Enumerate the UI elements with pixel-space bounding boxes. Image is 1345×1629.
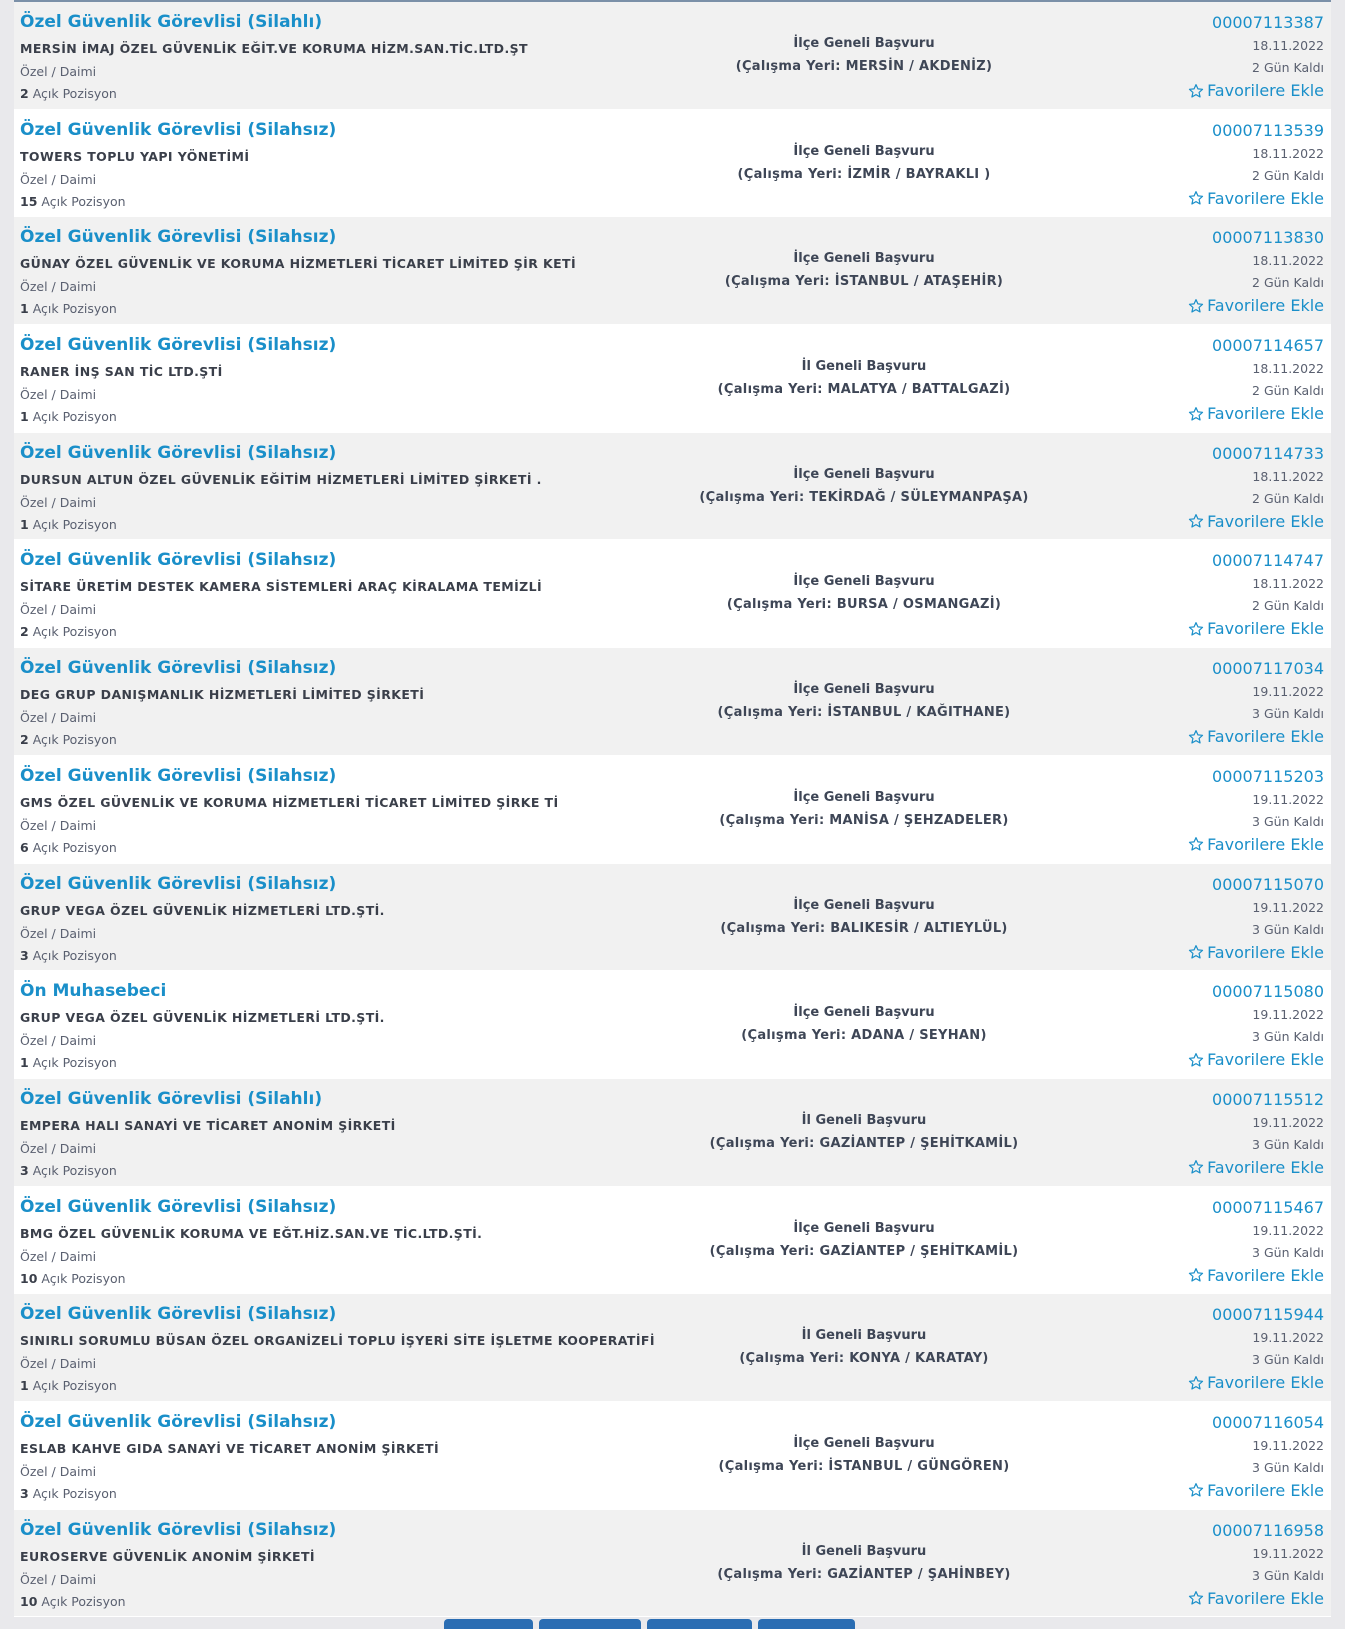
days-left: 2 Gün Kaldı: [1252, 383, 1324, 399]
add-to-favorites-button[interactable]: [1188, 1481, 1324, 1500]
company-name: BMG ÖZEL GÜVENLİK KORUMA VE EĞT.HİZ.SAN.VE TİC.LTD.ŞTİ.: [20, 1225, 483, 1241]
employment-type: Özel / Daimi: [20, 1140, 97, 1156]
workplace-location: (Çalışma Yeri: GAZİANTEP / ŞAHİNBEY): [717, 1566, 1011, 1582]
add-to-favorites-button[interactable]: [1188, 943, 1324, 962]
company-name: EUROSERVE GÜVENLİK ANONİM ŞİRKETİ: [20, 1548, 315, 1564]
listing-number-link[interactable]: 00007113539: [1212, 120, 1324, 140]
open-positions-label: Açık Pozisyon: [32, 947, 117, 963]
job-listing-row: [14, 864, 1331, 972]
open-positions-count: 10: [20, 1270, 38, 1286]
add-to-favorites-button[interactable]: [1188, 296, 1324, 315]
application-scope: İlçe Geneli Başvuru: [793, 897, 935, 913]
listing-date: 18.11.2022: [1252, 145, 1324, 161]
star-outline-icon: [1188, 406, 1204, 422]
open-positions-label: Açık Pozisyon: [32, 839, 117, 855]
listing-number-link[interactable]: 00007115944: [1212, 1305, 1324, 1325]
job-listing-row: [14, 1187, 1331, 1295]
company-name: GRUP VEGA ÖZEL GÜVENLİK HİZMETLERİ LTD.ŞTİ.: [20, 1010, 385, 1026]
listing-date: 18.11.2022: [1252, 468, 1324, 484]
open-positions-label: Açık Pozisyon: [32, 732, 117, 748]
job-title-link[interactable]: Özel Güvenlik Görevlisi (Silahsız): [20, 227, 337, 248]
job-title-link[interactable]: Özel Güvenlik Görevlisi (Silahlı): [20, 1088, 323, 1109]
add-to-favorites-button[interactable]: [1188, 1158, 1324, 1177]
listing-number-link[interactable]: 00007113830: [1212, 228, 1324, 248]
company-name: GMS ÖZEL GÜVENLİK VE KORUMA HİZMETLERİ TİCARET LİMİTED ŞİRKE Tİ: [20, 794, 559, 810]
open-positions-count: 2: [20, 86, 29, 101]
pagination-button[interactable]: [539, 1619, 641, 1629]
company-name: GRUP VEGA ÖZEL GÜVENLİK HİZMETLERİ LTD.ŞTİ.: [20, 902, 385, 918]
days-left: 3 Gün Kaldı: [1252, 706, 1324, 722]
add-to-favorites-button[interactable]: [1188, 404, 1324, 423]
job-title-link[interactable]: Özel Güvenlik Görevlisi (Silahsız): [20, 1411, 337, 1432]
days-left: 2 Gün Kaldı: [1252, 598, 1324, 614]
open-positions: [20, 1378, 117, 1393]
add-to-favorites-button[interactable]: [1188, 1266, 1324, 1285]
workplace-location: (Çalışma Yeri: KONYA / KARATAY): [739, 1351, 989, 1367]
listing-date: 19.11.2022: [1252, 899, 1324, 915]
listing-date: 19.11.2022: [1252, 684, 1324, 700]
add-to-favorites-label: Favorilere Ekle: [1207, 1265, 1324, 1285]
employment-type: Özel / Daimi: [20, 1033, 97, 1049]
listing-number-link[interactable]: 00007114733: [1212, 443, 1324, 463]
pagination-button[interactable]: [647, 1619, 752, 1629]
add-to-favorites-button[interactable]: [1188, 189, 1324, 208]
open-positions: [20, 1271, 126, 1286]
company-name: SİTARE ÜRETİM DESTEK KAMERA SİSTEMLERİ ARAÇ KİRALAMA TEMİZLİ: [20, 579, 543, 595]
employment-type: Özel / Daimi: [20, 1463, 97, 1479]
days-left: 3 Gün Kaldı: [1252, 921, 1324, 937]
application-scope: İlçe Geneli Başvuru: [793, 1435, 935, 1451]
star-outline-icon: [1188, 621, 1204, 637]
job-title-link[interactable]: Özel Güvenlik Görevlisi (Silahsız): [20, 1304, 337, 1325]
employment-type: Özel / Daimi: [20, 279, 97, 295]
listing-date: 18.11.2022: [1252, 576, 1324, 592]
company-name: EMPERA HALI SANAYİ VE TİCARET ANONİM ŞİRKETİ: [20, 1117, 396, 1133]
add-to-favorites-button[interactable]: [1188, 1589, 1324, 1608]
employment-type: Özel / Daimi: [20, 817, 97, 833]
employment-type: Özel / Daimi: [20, 1356, 97, 1372]
open-positions-label: Açık Pozisyon: [41, 193, 126, 209]
job-title-link[interactable]: Özel Güvenlik Görevlisi (Silahsız): [20, 442, 337, 463]
open-positions-label: Açık Pozisyon: [32, 516, 117, 532]
days-left: 3 Gün Kaldı: [1252, 813, 1324, 829]
star-outline-icon: [1188, 944, 1204, 960]
open-positions-label: Açık Pozisyon: [32, 1055, 117, 1071]
open-positions-label: Açık Pozisyon: [32, 409, 117, 425]
open-positions: [20, 301, 117, 316]
application-scope: İlçe Geneli Başvuru: [793, 789, 935, 805]
add-to-favorites-label: Favorilere Ekle: [1207, 942, 1324, 962]
open-positions: [20, 1163, 117, 1178]
star-outline-icon: [1188, 513, 1204, 529]
open-positions: [20, 732, 117, 747]
job-listing-row: [14, 1294, 1331, 1402]
job-listing-row: [14, 325, 1331, 433]
listing-number-link[interactable]: 00007115080: [1212, 982, 1324, 1002]
employment-type: Özel / Daimi: [20, 602, 97, 618]
job-listing-row: [14, 1510, 1331, 1618]
company-name: DURSUN ALTUN ÖZEL GÜVENLİK EĞİTİM HİZMETLERİ LİMİTED ŞİRKETİ .: [20, 471, 542, 487]
workplace-location: (Çalışma Yeri: İZMİR / BAYRAKLI ): [737, 166, 991, 182]
job-title-link[interactable]: Özel Güvenlik Görevlisi (Silahsız): [20, 765, 337, 786]
employment-type: Özel / Daimi: [20, 387, 97, 403]
open-positions: [20, 194, 126, 209]
days-left: 3 Gün Kaldı: [1252, 1459, 1324, 1475]
open-positions-count: 15: [20, 193, 38, 209]
listing-date: 19.11.2022: [1252, 1007, 1324, 1023]
employment-type: Özel / Daimi: [20, 64, 97, 79]
star-outline-icon: [1188, 190, 1204, 206]
job-title-link[interactable]: Özel Güvenlik Görevlisi (Silahsız): [20, 1519, 337, 1540]
application-scope: İl Geneli Başvuru: [801, 1112, 927, 1128]
listing-date: 19.11.2022: [1252, 1437, 1324, 1453]
open-positions-count: 1: [20, 516, 29, 532]
job-listing-row: [14, 648, 1331, 756]
open-positions-count: 2: [20, 732, 29, 748]
job-title-link[interactable]: Özel Güvenlik Görevlisi (Silahsız): [20, 873, 337, 894]
open-positions-label: Açık Pozisyon: [32, 301, 117, 317]
open-positions-label: Açık Pozisyon: [32, 1485, 117, 1501]
open-positions-count: 3: [20, 1485, 29, 1501]
listing-date: 19.11.2022: [1252, 1330, 1324, 1346]
employment-type: Özel / Daimi: [20, 1248, 97, 1264]
listing-date: 19.11.2022: [1252, 1114, 1324, 1130]
add-to-favorites-label: Favorilere Ekle: [1207, 1157, 1324, 1177]
pagination-button[interactable]: [758, 1619, 855, 1629]
workplace-location: (Çalışma Yeri: BURSA / OSMANGAZİ): [726, 597, 1002, 613]
open-positions: [20, 1594, 126, 1609]
listing-date: 19.11.2022: [1252, 1545, 1324, 1561]
listing-number-link[interactable]: 00007116054: [1212, 1412, 1324, 1432]
add-to-favorites-label: Favorilere Ekle: [1207, 619, 1324, 639]
job-listing-list: [14, 0, 1331, 1617]
listing-number-link[interactable]: 00007114747: [1212, 551, 1324, 571]
employment-type: Özel / Daimi: [20, 925, 97, 941]
add-to-favorites-label: Favorilere Ekle: [1207, 511, 1324, 531]
workplace-location: (Çalışma Yeri: GAZİANTEP / ŞEHİTKAMİL): [709, 1135, 1019, 1151]
workplace-location: (Çalışma Yeri: MALATYA / BATTALGAZİ): [717, 382, 1011, 398]
employment-type: Özel / Daimi: [20, 710, 97, 726]
open-positions-count: 1: [20, 1378, 29, 1394]
listing-number-link[interactable]: 00007115203: [1212, 766, 1324, 786]
workplace-location: (Çalışma Yeri: ADANA / SEYHAN): [741, 1028, 987, 1044]
days-left: 3 Gün Kaldı: [1252, 1244, 1324, 1260]
application-scope: İl Geneli Başvuru: [801, 1543, 927, 1559]
job-title-link[interactable]: Özel Güvenlik Görevlisi (Silahsız): [20, 550, 337, 571]
listing-number-link[interactable]: 00007115467: [1212, 1197, 1324, 1217]
company-name: DEG GRUP DANIŞMANLIK HİZMETLERİ LİMİTED ŞİRKETİ: [20, 687, 425, 703]
job-listing-row: [14, 540, 1331, 648]
workplace-location: (Çalışma Yeri: İSTANBUL / KAĞITHANE): [717, 705, 1011, 721]
company-name: GÜNAY ÖZEL GÜVENLİK VE KORUMA HİZMETLERİ TİCARET LİMİTED ŞİR KETİ: [20, 256, 577, 272]
pagination-button[interactable]: [444, 1619, 533, 1629]
listing-number-link[interactable]: 00007115070: [1212, 874, 1324, 894]
job-listing-row: [14, 110, 1331, 218]
employment-type: Özel / Daimi: [20, 171, 97, 187]
open-positions-count: 1: [20, 409, 29, 425]
job-listing-row: [14, 756, 1331, 864]
star-outline-icon: [1188, 1159, 1204, 1175]
open-positions-label: Açık Pozisyon: [32, 86, 117, 101]
application-scope: İlçe Geneli Başvuru: [793, 1005, 935, 1021]
open-positions: [20, 624, 117, 639]
company-name: RANER İNŞ SAN TİC LTD.ŞTİ: [20, 364, 223, 380]
listing-number-link[interactable]: 00007113387: [1212, 13, 1324, 32]
workplace-location: (Çalışma Yeri: İSTANBUL / GÜNGÖREN): [718, 1458, 1010, 1474]
days-left: 3 Gün Kaldı: [1252, 1029, 1324, 1045]
add-to-favorites-label: Favorilere Ekle: [1207, 1480, 1324, 1500]
application-scope: İlçe Geneli Başvuru: [793, 251, 935, 267]
job-title-link[interactable]: Özel Güvenlik Görevlisi (Silahlı): [20, 12, 323, 32]
job-title-link[interactable]: Özel Güvenlik Görevlisi (Silahsız): [20, 335, 337, 356]
add-to-favorites-button[interactable]: [1188, 835, 1324, 854]
listing-number-link[interactable]: 00007115512: [1212, 1089, 1324, 1109]
job-title-link[interactable]: Özel Güvenlik Görevlisi (Silahsız): [20, 658, 337, 679]
add-to-favorites-button[interactable]: [1188, 727, 1324, 746]
star-outline-icon: [1188, 1267, 1204, 1283]
employment-type: Özel / Daimi: [20, 1571, 97, 1587]
application-scope: İlçe Geneli Başvuru: [793, 682, 935, 698]
open-positions-count: 1: [20, 1055, 29, 1071]
open-positions-label: Açık Pozisyon: [32, 1162, 117, 1178]
employment-type: Özel / Daimi: [20, 494, 97, 510]
job-listing-row: [14, 1402, 1331, 1510]
job-listing-row: [14, 1079, 1331, 1187]
workplace-location: (Çalışma Yeri: BALIKESİR / ALTIEYLÜL): [720, 920, 1008, 936]
application-scope: İlçe Geneli Başvuru: [793, 36, 935, 51]
open-positions-label: Açık Pozisyon: [32, 1378, 117, 1394]
open-positions-count: 10: [20, 1593, 38, 1609]
application-scope: İl Geneli Başvuru: [801, 359, 927, 375]
job-listing-row: [14, 2, 1331, 110]
workplace-location: (Çalışma Yeri: TEKİRDAĞ / SÜLEYMANPAŞA): [699, 489, 1029, 505]
job-listing-row: [14, 217, 1331, 325]
star-outline-icon: [1188, 1375, 1204, 1391]
listing-date: 18.11.2022: [1252, 361, 1324, 377]
add-to-favorites-label: Favorilere Ekle: [1207, 81, 1324, 100]
open-positions-label: Açık Pozisyon: [41, 1593, 126, 1609]
open-positions-count: 2: [20, 624, 29, 640]
application-scope: İlçe Geneli Başvuru: [793, 143, 935, 159]
add-to-favorites-button[interactable]: [1188, 1373, 1324, 1392]
star-outline-icon: [1188, 83, 1204, 99]
open-positions: [20, 948, 117, 963]
company-name: TOWERS TOPLU YAPI YÖNETİMİ: [20, 148, 250, 164]
days-left: 3 Gün Kaldı: [1252, 1567, 1324, 1583]
job-title-link[interactable]: Özel Güvenlik Görevlisi (Silahsız): [20, 1196, 337, 1217]
add-to-favorites-label: Favorilere Ekle: [1207, 296, 1324, 316]
open-positions: [20, 86, 117, 101]
workplace-location: (Çalışma Yeri: MANİSA / ŞEHZADELER): [719, 812, 1009, 828]
add-to-favorites-label: Favorilere Ekle: [1207, 1588, 1324, 1608]
company-name: SINIRLI SORUMLU BÜSAN ÖZEL ORGANİZELİ TOPLU İŞYERİ SİTE İŞLETME KOOPERATİFİ: [20, 1333, 655, 1349]
workplace-location: (Çalışma Yeri: GAZİANTEP / ŞEHİTKAMİL): [709, 1243, 1019, 1259]
add-to-favorites-button[interactable]: [1188, 81, 1324, 100]
add-to-favorites-label: Favorilere Ekle: [1207, 1373, 1324, 1393]
open-positions-count: 3: [20, 947, 29, 963]
job-title-link[interactable]: Özel Güvenlik Görevlisi (Silahsız): [20, 119, 337, 140]
application-scope: İlçe Geneli Başvuru: [793, 466, 935, 482]
star-outline-icon: [1188, 1482, 1204, 1498]
open-positions-label: Açık Pozisyon: [41, 1270, 126, 1286]
days-left: 2 Gün Kaldı: [1252, 167, 1324, 183]
days-left: 3 Gün Kaldı: [1252, 1352, 1324, 1368]
days-left: 3 Gün Kaldı: [1252, 1136, 1324, 1152]
add-to-favorites-button[interactable]: [1188, 1050, 1324, 1069]
open-positions-count: 6: [20, 839, 29, 855]
company-name: ESLAB KAHVE GIDA SANAYİ VE TİCARET ANONİM ŞİRKETİ: [20, 1440, 440, 1456]
add-to-favorites-label: Favorilere Ekle: [1207, 1050, 1324, 1070]
open-positions-label: Açık Pozisyon: [32, 624, 117, 640]
company-name: MERSİN İMAJ ÖZEL GÜVENLİK EĞİT.VE KORUMA HİZM.SAN.TİC.LTD.ŞT: [20, 41, 528, 56]
star-outline-icon: [1188, 836, 1204, 852]
open-positions: [20, 409, 117, 424]
listing-number-link[interactable]: 00007116958: [1212, 1520, 1324, 1540]
open-positions: [20, 1486, 117, 1501]
star-outline-icon: [1188, 1052, 1204, 1068]
open-positions: [20, 840, 117, 855]
days-left: 2 Gün Kaldı: [1252, 490, 1324, 506]
workplace-location: (Çalışma Yeri: MERSİN / AKDENİZ): [735, 59, 993, 74]
application-scope: İl Geneli Başvuru: [801, 1328, 927, 1344]
add-to-favorites-label: Favorilere Ekle: [1207, 404, 1324, 424]
open-positions: [20, 517, 117, 532]
days-left: 2 Gün Kaldı: [1252, 60, 1324, 75]
workplace-location: (Çalışma Yeri: İSTANBUL / ATAŞEHİR): [724, 274, 1004, 290]
listing-number-link[interactable]: 00007117034: [1212, 659, 1324, 679]
add-to-favorites-label: Favorilere Ekle: [1207, 727, 1324, 747]
add-to-favorites-label: Favorilere Ekle: [1207, 188, 1324, 208]
open-positions-count: 3: [20, 1162, 29, 1178]
job-listing-row: [14, 433, 1331, 541]
star-outline-icon: [1188, 1590, 1204, 1606]
listing-date: 18.11.2022: [1252, 38, 1324, 53]
listing-date: 18.11.2022: [1252, 253, 1324, 269]
job-listing-row: [14, 971, 1331, 1079]
application-scope: İlçe Geneli Başvuru: [793, 1220, 935, 1236]
add-to-favorites-button[interactable]: [1188, 512, 1324, 531]
job-title-link[interactable]: Ön Muhasebeci: [20, 981, 167, 1002]
add-to-favorites-button[interactable]: [1188, 619, 1324, 638]
add-to-favorites-label: Favorilere Ekle: [1207, 834, 1324, 854]
star-outline-icon: [1188, 298, 1204, 314]
listing-number-link[interactable]: 00007114657: [1212, 336, 1324, 356]
days-left: 2 Gün Kaldı: [1252, 275, 1324, 291]
application-scope: İlçe Geneli Başvuru: [793, 574, 935, 590]
pagination: [444, 1619, 855, 1629]
listing-date: 19.11.2022: [1252, 1222, 1324, 1238]
open-positions: [20, 1055, 117, 1070]
open-positions-count: 1: [20, 301, 29, 317]
star-outline-icon: [1188, 729, 1204, 745]
listing-date: 19.11.2022: [1252, 791, 1324, 807]
